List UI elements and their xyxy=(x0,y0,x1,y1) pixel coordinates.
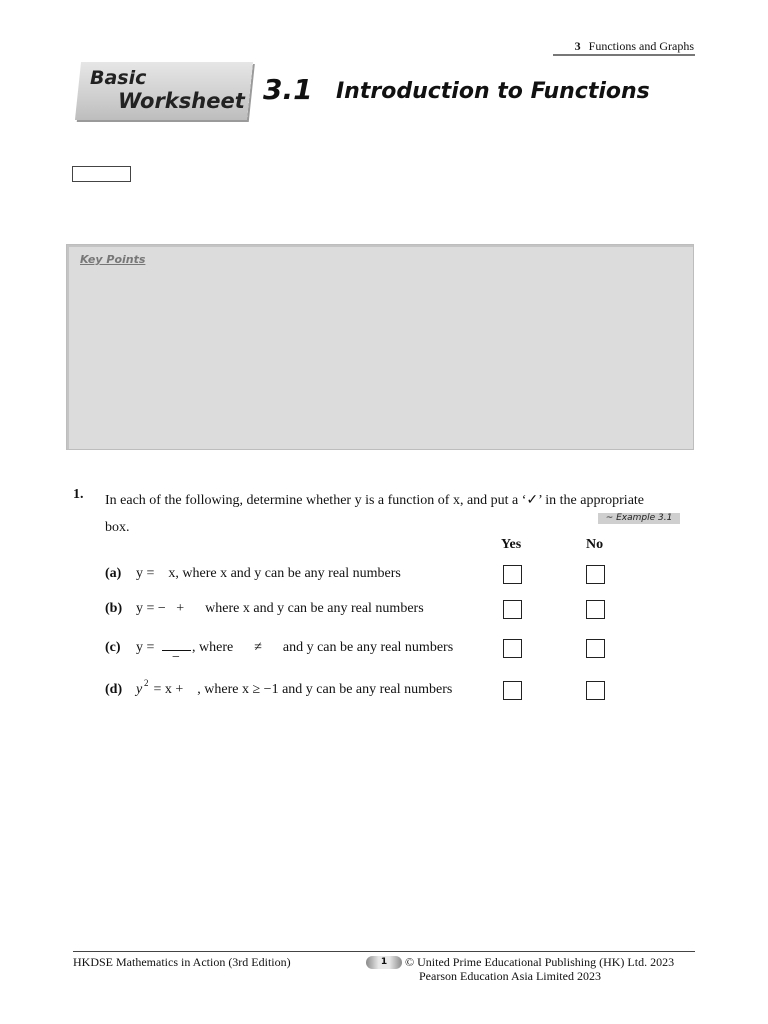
part-d-yes-checkbox[interactable] xyxy=(503,681,522,700)
part-a-text: y = x, where x and y can be any real numbers xyxy=(136,566,401,581)
part-a-no-checkbox[interactable] xyxy=(586,565,605,584)
footer-copyright-1: © United Prime Educational Publishing (HK) Ltd. 2023 xyxy=(405,955,675,969)
part-c-label: (c) xyxy=(105,640,121,655)
part-c-denominator: − xyxy=(172,650,180,665)
key-points-title: Key Points xyxy=(80,253,146,266)
question-text: In each of the following, determine whether y is a function of x, and put a ‘✓’ in the appropriate box. xyxy=(105,493,645,535)
chapter-title: Functions and Graphs xyxy=(588,39,694,53)
footer-book-title: HKDSE Mathematics in Action (3rd Edition) xyxy=(73,955,291,969)
header-rule xyxy=(553,54,695,56)
section-number: 3.1 xyxy=(263,73,313,106)
part-b-label: (b) xyxy=(105,601,123,616)
part-b-no-checkbox[interactable] xyxy=(586,600,605,619)
part-d-text-post: = x + , where x ≥ −1 and y can be any real numbers xyxy=(150,682,453,697)
footer-rule xyxy=(73,951,695,952)
answer-box-small[interactable] xyxy=(72,166,131,182)
part-c-text-pre: y = xyxy=(136,640,155,655)
chapter-number: 3 xyxy=(574,39,581,53)
part-d-superscript: 2 xyxy=(144,678,149,688)
part-d-no-checkbox[interactable] xyxy=(586,681,605,700)
example-reference-tag: ~ Example 3.1 xyxy=(598,513,680,524)
page-number: 1 xyxy=(366,956,402,969)
part-c-no-checkbox[interactable] xyxy=(586,639,605,658)
part-b-yes-checkbox[interactable] xyxy=(503,600,522,619)
part-d-label: (d) xyxy=(105,682,123,697)
column-yes-header: Yes xyxy=(501,537,522,552)
column-no-header: No xyxy=(586,537,604,552)
part-b-text: y = − + where x and y can be any real numbers xyxy=(136,601,424,616)
key-points-panel xyxy=(66,244,694,450)
badge-basic-text: Basic xyxy=(90,67,147,89)
footer-copyright-2: Pearson Education Asia Limited 2023 xyxy=(419,969,601,983)
part-d-variable: y xyxy=(136,682,143,697)
part-c-text-post: , where ≠ and y can be any real numbers xyxy=(192,640,454,655)
part-c-yes-checkbox[interactable] xyxy=(503,639,522,658)
part-a-label: (a) xyxy=(105,566,122,581)
badge-worksheet-text: Worksheet xyxy=(118,89,245,113)
section-title: Introduction to Functions xyxy=(336,79,650,104)
part-a-yes-checkbox[interactable] xyxy=(503,565,522,584)
running-header xyxy=(575,39,694,54)
question-number: 1. xyxy=(73,487,84,502)
